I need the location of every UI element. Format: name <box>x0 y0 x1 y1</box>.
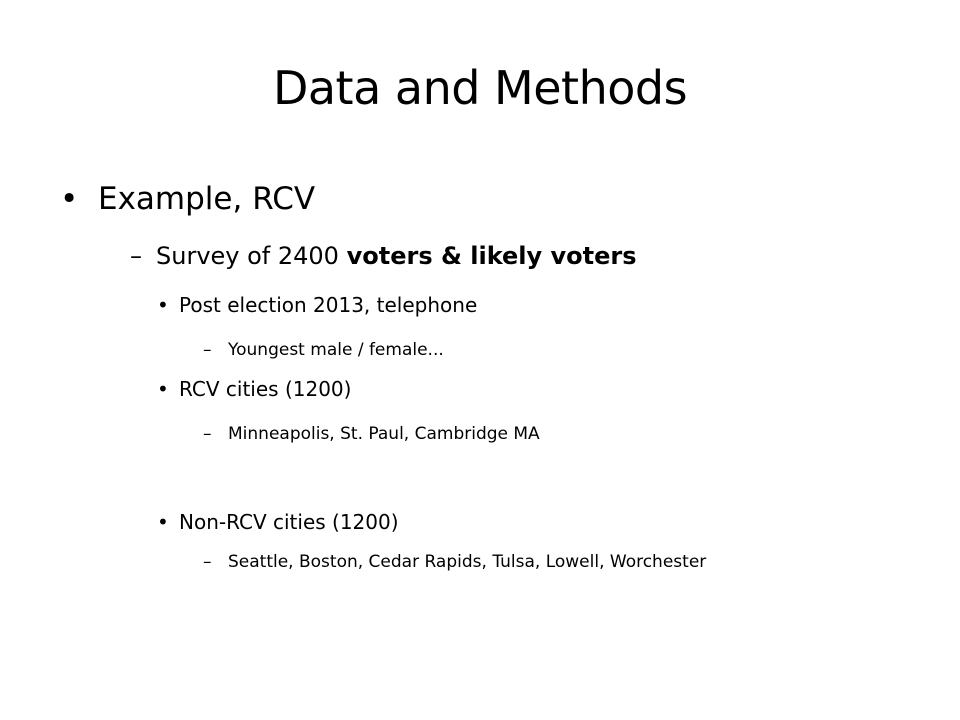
sub-bullet-rcv-city-list <box>203 422 540 446</box>
bullet-marker: • <box>60 181 79 217</box>
bullet-text: Non-RCV cities (1200) <box>179 510 399 534</box>
bullet-post-election <box>157 291 477 319</box>
sub-bullet-non-rcv-city-list <box>203 550 706 574</box>
dash-marker: – <box>130 242 142 270</box>
sub-bullet-text: Seattle, Boston, Cedar Rapids, Tulsa, Lowell, Worchester <box>228 552 707 572</box>
bullet-text: RCV cities (1200) <box>179 377 352 401</box>
bullet-rcv-cities <box>157 375 351 403</box>
bullet-marker: • <box>157 293 169 317</box>
sub-bullet-survey <box>130 240 637 272</box>
survey-text-bold: voters & likely voters <box>346 242 637 270</box>
bullet-text: Example, RCV <box>98 181 316 217</box>
slide-title: Data and Methods <box>272 61 688 115</box>
dash-marker: – <box>203 424 212 444</box>
bullet-marker: • <box>157 377 169 401</box>
bullet-text: Post election 2013, telephone <box>179 293 478 317</box>
sub-bullet-youngest <box>203 338 444 362</box>
bullet-non-rcv-cities <box>157 508 399 536</box>
survey-text: Survey of 2400 <box>156 242 347 270</box>
sub-bullet-text: Minneapolis, St. Paul, Cambridge MA <box>228 424 540 444</box>
sub-bullet-text: Youngest male / female... <box>228 340 444 360</box>
bullet-marker: • <box>157 510 169 534</box>
bullet-example-rcv <box>60 179 315 219</box>
dash-marker: – <box>203 552 212 572</box>
dash-marker: – <box>203 340 212 360</box>
